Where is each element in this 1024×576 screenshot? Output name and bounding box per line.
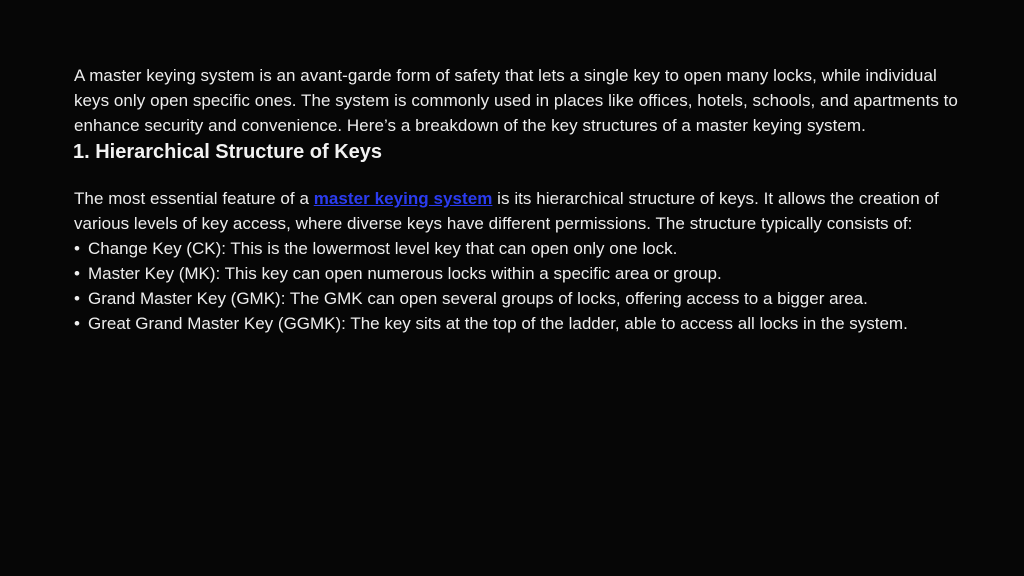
bullet-icon: • [74,314,80,333]
section-paragraph [74,186,964,236]
bullet-icon: • [74,289,80,308]
list-item [74,286,964,311]
list-item-text: Change Key (CK): This is the lowermost level key that can open only one lock. [88,239,678,258]
list-item-text: Grand Master Key (GMK): The GMK can open several groups of locks, offering access to a bigger area. [88,289,868,308]
list-item [74,261,964,286]
section-text-before-link: The most essential feature of a [74,189,314,208]
section-text-after-link: is its hierarchical structure of keys. It allows the creation of various levels of key access, where diverse keys have different permissions. The structure typically consists of: [74,189,939,233]
content-area [74,63,964,336]
bullet-icon: • [74,264,80,283]
list-item-text: Master Key (MK): This key can open numerous locks within a specific area or group. [88,264,722,283]
list-item [74,236,964,261]
key-types-list [74,236,964,336]
bullet-icon: • [74,239,80,258]
section-heading: 1. Hierarchical Structure of Keys [73,141,383,163]
list-item-text: Great Grand Master Key (GGMK): The key sits at the top of the ladder, able to access all locks in the system. [88,314,908,333]
intro-paragraph: A master keying system is an avant-garde form of safety that lets a single key to open many locks, while individual keys only open specific ones. The system is commonly used in places like offices, hotels, schools, and apartments to enhance security and convenience. Here’s a breakdown of the key structures of a master keying system. [74,66,958,135]
master-keying-system-link[interactable]: master keying system [313,189,493,208]
list-item [74,311,964,336]
